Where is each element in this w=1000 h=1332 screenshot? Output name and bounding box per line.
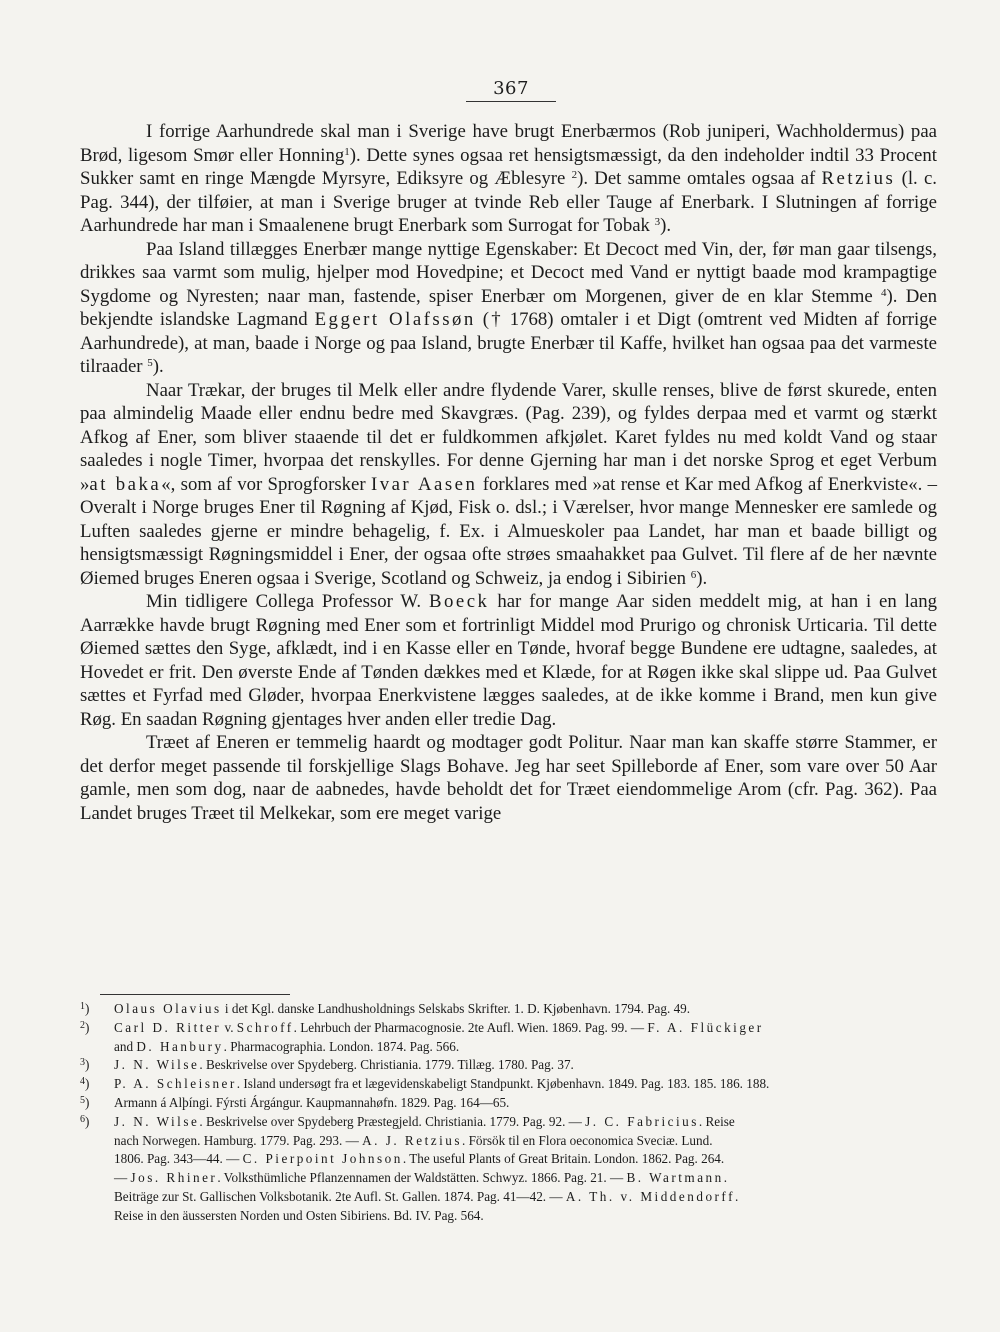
footnote-marker: $^4$)	[80, 1076, 90, 1092]
footnote-text	[114, 1094, 937, 1113]
text-run: († 1768) omtaler i et Digt (omtrent ved Midten af forrige Aarhundrede), at man, baade i Norge og paa Island, brugte Enerbær til Kaffe, hvilket han ogsaa paa det varmeste tilraader	[80, 309, 937, 377]
footnote-number: 6	[80, 1113, 85, 1125]
footnote-text	[114, 1000, 937, 1019]
spaced-name: P. A. Schleisner	[114, 1076, 237, 1092]
footnote-line	[114, 1169, 937, 1188]
text-run: Paa Island tillægges Enerbær mange nyttige Egenskaber: Et Decoct med Vin, der, før man gaar tilsengs, drikkes saa varmt som mulig, hjelper mod Hovedpine; et Decoct med Vand er nyttigt baade mod krampagtige Sygdome og Nyresten; naar man, fastende, spiser Enerbær om Morgenen, giver de en klar Stemme	[80, 238, 937, 307]
text-run: .	[734, 1188, 739, 1204]
footnote-ref: 2	[571, 169, 578, 181]
spaced-name: J. N. Wilse	[114, 1057, 200, 1073]
footnote	[80, 1000, 937, 1019]
footnote	[80, 1113, 937, 1226]
spaced-name: A. Th. v. Middendorff	[565, 1188, 735, 1204]
text-run: (l. c. Pag. 344), der tilføier, at man i Sverige bruger at tvinde Reb eller Tauge af Enerbark. I Slutningen af forrige Aarhundrede har man i Smaalenene brugt Enerbark som Surrogat for Tobak	[80, 168, 937, 236]
spaced-name: Boeck	[428, 591, 490, 612]
text-run: . Beskrivelse over Spydeberg Præstegjeld. Christiania. 1779. Pag. 92. —	[199, 1113, 586, 1129]
footnote-ref: 5	[147, 357, 153, 369]
spaced-name: C. Pierpoint Johnson	[242, 1151, 403, 1167]
spaced-name: Ivar Aasen	[370, 473, 478, 495]
footnote-line	[114, 1038, 937, 1057]
footnote-ref: 1	[344, 145, 350, 158]
text-run: ).	[152, 356, 164, 377]
text-run: —	[114, 1170, 131, 1186]
page-number-rule	[466, 101, 556, 102]
footnote-text	[114, 1075, 937, 1094]
text-run: Beiträge zur St. Gallischen Volksbotanik. 2te Aufl. St. Gallen. 1874. Pag. 41—42. —	[114, 1188, 566, 1204]
paragraph	[80, 120, 937, 238]
footnote-number: 4	[80, 1076, 85, 1088]
text-run: . The useful Plants of Great Britain. London. 1862. Pag. 264.	[402, 1151, 725, 1167]
text-run: I forrige Aarhundrede skal man i Sverige have brugt Enerbærmos (Rob juniperi, Wachholdermus) paa Brød, ligesom Smør eller Honning	[80, 121, 937, 166]
spaced-name: F. A. Flückiger	[647, 1019, 764, 1035]
spaced-name: Jos. Rhiner	[130, 1170, 218, 1186]
text-run: i det Kgl. danske Landhusholdnings Selskabs Skrifter. 1. D. Kjøbenhavn. 1794. Pag. 49.	[221, 1001, 691, 1016]
text-run: Armann á Alþíngi. Fýrsti Árgángur. Kaupmannahøfn. 1829. Pag. 164—65.	[114, 1094, 510, 1110]
footnote-marker: $^5$)	[80, 1094, 90, 1110]
footnote-text	[114, 1019, 937, 1057]
footnote-line	[114, 1150, 937, 1169]
text-run: 1806. Pag. 343—44. —	[114, 1151, 243, 1167]
paragraph	[80, 238, 937, 379]
footnote-text	[114, 1113, 937, 1226]
text-run: Reise in den äussersten Norden und Osten Sibiriens. Bd. IV. Pag. 564.	[114, 1207, 484, 1223]
text-run: . Island undersøgt fra et lægevidenskabeligt Standpunkt. Kjøbenhavn. 1849. Pag. 183. 185. 186. 188.	[236, 1076, 770, 1092]
paragraph	[80, 379, 937, 591]
text-run: v.	[221, 1019, 237, 1035]
text-run: Min tidligere Collega Professor W.	[146, 591, 429, 612]
footnote-line	[114, 1056, 937, 1075]
paragraph	[80, 590, 937, 731]
footnote	[80, 1056, 937, 1075]
footnote-number: 1	[80, 1001, 85, 1012]
text-run: nach Norwegen. Hamburg. 1779. Pag. 293. —	[114, 1132, 363, 1148]
page-number: 367	[493, 78, 529, 99]
text-run: forklares med »at rense et Kar med Afkog af Enerkviste«. – Overalt i Norge bruges Ener til Røgning af Kjød, Fisk o. dsl.; i Værelser, hvor mange Mennesker ere samlede og Luften saaledes gjerne er mindre behagelig, f. Ex. i Almueskoler paa Landet, har man et baade billigt og hensigtsmæssigt Røgningsmiddel i Ener, der ogsaa ofte strøes smaahakket paa Gulvet. Til flere af de her nævnte Øiemed bruges Eneren ogsaa i Sverige, Scotland og Schweiz, ja endog i Sibirien	[80, 473, 937, 589]
footnote-number: 3	[80, 1057, 85, 1069]
text-run: . Beskrivelse over Spydeberg. Christiania. 1779. Tillæg. 1780. Pag. 37.	[199, 1057, 574, 1073]
footnote-marker: $^3$)	[80, 1057, 90, 1073]
spaced-name: at baka	[89, 473, 162, 495]
footnote-marker: $^6$)	[80, 1113, 90, 1129]
footnote	[80, 1019, 937, 1057]
text-run: har for mange Aar siden meddelt mig, at han i en lang Aarrække havde brugt Røgning med Ener som et fortrinligt Middel mod Prurigo og chronisk Urticaria. Til dette Øiemed sættes den Syge, afklædt, ind i en Kasse eller en Tønde, hvoraf begge Bundene ere udtagne, saaledes, at Hovedet er frit. Den øverste Ende af Tønden dækkes med et Klæde, for at Røgen ikke skal slippe ud. Paa Gulvet sættes et Fyrfad med Gløder, hvorpaa Enerkvistene lægges saaledes, at de ikke komme i Brand, men kun give Røg. En saadan Røgning gjentages hver anden eller tredie Dag.	[80, 591, 937, 730]
main-text	[80, 120, 937, 825]
text-run: ). Dette synes ogsaa ret hensigtsmæssigt, da den indeholder indtil 33 Procent Sukker samt en ringe Mængde Myrsyre, Ediksyre og Æblesyre	[80, 144, 937, 189]
footnote-marker: $^2$)	[80, 1019, 90, 1035]
spaced-name: J. N. Wilse	[114, 1113, 200, 1129]
spaced-name: J. C. Fabricius	[585, 1113, 699, 1129]
spaced-name: Schroff	[236, 1019, 294, 1035]
text-run: . Försök til en Flora oeconomica Sveciæ. Lund.	[461, 1132, 713, 1148]
spaced-name: A. J. Retzius	[362, 1132, 462, 1148]
text-run: . Volksthümliche Pflanzennamen der Waldstätten. Schwyz. 1866. Pag. 21. —	[217, 1170, 627, 1186]
footnote-line	[114, 1000, 937, 1019]
footnote-text	[114, 1056, 937, 1075]
paragraph	[80, 731, 937, 825]
text-run: Naar Trækar, der bruges til Melk eller andre flydende Varer, skulle renses, blive de først skurede, enten paa almindelig Maade eller endnu bedre med Skavgræs. (Pag. 239), og fyldes derpaa med et varmt og stærkt Afkog af Ener, som bliver staaende til det er fuldkommen afkjølet. Karet fyldes nu med koldt Vand og staar saaledes i nogle Timer, hvorpaa det renskylles. For denne Gjerning har man i det norske Sprog et eget Verbum »	[80, 379, 937, 495]
footnote	[80, 1094, 937, 1113]
footnote-number: 2	[80, 1019, 85, 1031]
text-run: . Reise	[698, 1113, 735, 1129]
spaced-name: D. Hanbury	[136, 1038, 224, 1054]
footnote-ref: 4	[881, 286, 887, 299]
footnote-line	[114, 1075, 937, 1094]
footnote-line	[114, 1019, 937, 1038]
spaced-name: B. Wartmann	[626, 1170, 724, 1186]
footnote-ref: 6	[690, 568, 697, 581]
text-run: ). Den bekjendte islandske Lagmand	[80, 285, 937, 330]
footnote-number: 5	[80, 1094, 85, 1106]
text-run: . Pharmacographia. London. 1874. Pag. 566.	[223, 1038, 460, 1054]
text-run: . Lehrbuch der Pharmacognosie. 2te Aufl. Wien. 1869. Pag. 99. —	[293, 1019, 648, 1035]
footnotes	[80, 1000, 937, 1226]
text-run: and	[114, 1038, 137, 1054]
footnote-marker: $^1$)	[80, 1001, 90, 1016]
spaced-name: Eggert Olafssøn	[314, 309, 476, 330]
text-run: Træet af Eneren er temmelig haardt og modtager godt Politur. Naar man kan skaffe større Stammer, er det derfor meget passende til forskjellige Slags Bohave. Jeg har seet Spilleborde af Ener, som vare over 50 Aar gamle, men som dog, naar de aabnedes, havde beholdt det for Træet eiendommelige Arom (cfr. Pag. 362). Paa Landet bruges Træet til Melkekar, som ere meget varige	[80, 732, 937, 824]
footnote-line	[114, 1132, 937, 1151]
text-run: ).	[660, 215, 672, 236]
text-run: .	[723, 1170, 728, 1186]
spaced-name: Retzius	[821, 168, 896, 189]
spaced-name: Carl D. Ritter	[114, 1019, 222, 1035]
footnote-line	[114, 1113, 937, 1132]
text-run: ). Det samme omtales ogsaa af	[577, 168, 822, 189]
footnote	[80, 1075, 937, 1094]
footnote-ref: 3	[654, 216, 661, 228]
text-run: ).	[696, 567, 708, 589]
footnote-line	[114, 1207, 937, 1226]
spaced-name: Olaus Olavius	[114, 1001, 222, 1016]
footnote-line	[114, 1188, 937, 1207]
footnote-line	[114, 1094, 937, 1113]
footnote-rule	[100, 994, 290, 995]
text-run: «, som af vor Sprogforsker	[161, 473, 371, 495]
